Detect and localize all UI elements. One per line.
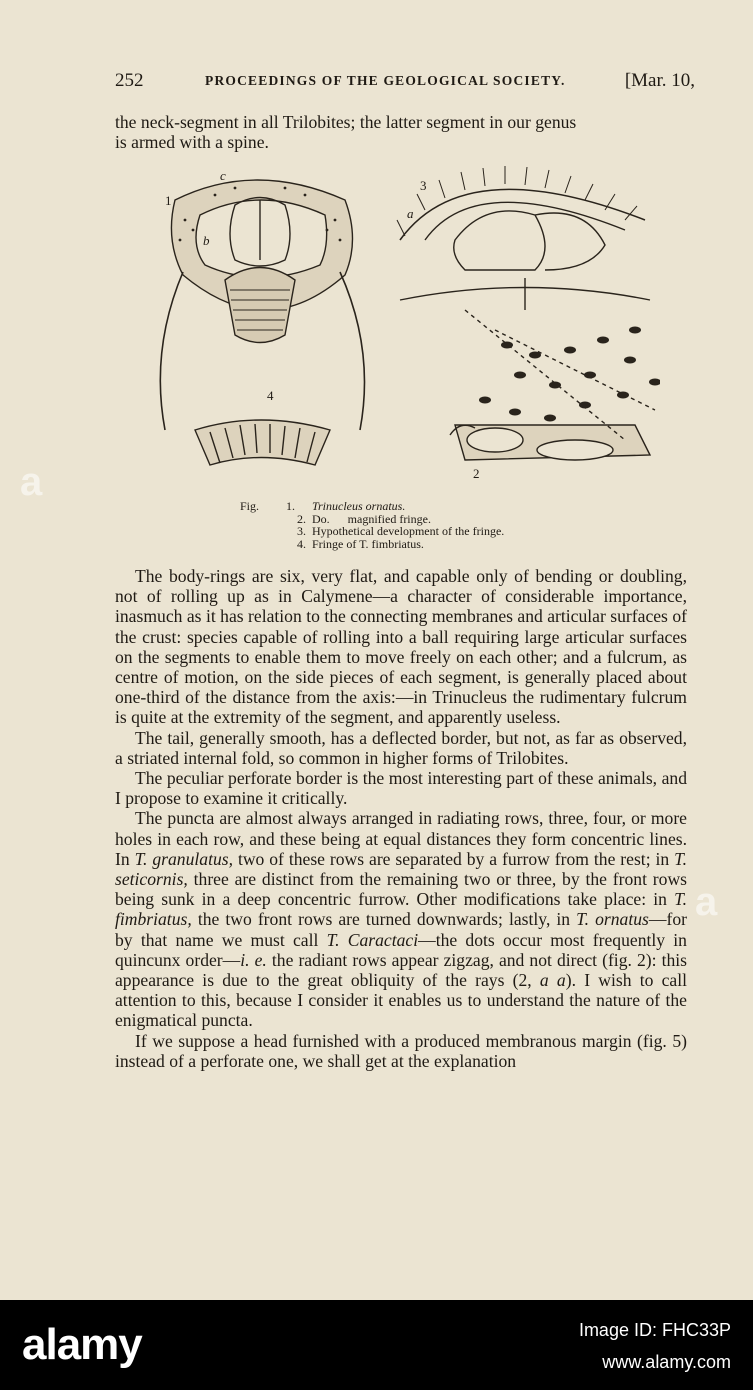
image-id: Image ID: FHC33P: [578, 1320, 731, 1340]
caption-text: Fringe of T. fimbriatus.: [312, 536, 424, 551]
paragraph: The tail, generally smooth, has a deflected border, but not, as far as observed, a striated internal fold, so common in higher forms of Trilobites.: [115, 727, 687, 768]
paragraph: The puncta are almost always arranged in radiating rows, three, four, or more holes in each row, and these being at equal distances they form concentric lines. In T. granulatus, two of these rows are separated by a furrow from the rest; in T. seticornis, three are distinct from the remaining two or three, by the front rows being sunk in a deep concentric furrow. Other modifications take place: in T. fimbriatus, the two front rows are turned downwards; lastly, in T. ornatus—for by that name we must call T. Caractaci—the dots occur most frequently in quincunx order—i. e. the radiant rows appear zigzag, and not direct (fig. 2): this appearance is due to the great obliquity of the rays (2, a a). I wish to call attention to this, because I consider it enables us to understand the nature of the enigmatical puncta.: [115, 808, 687, 1031]
fig-label-3: 3: [420, 178, 427, 193]
fig-label-c: c: [220, 168, 226, 183]
fig-label-4: 4: [267, 388, 274, 403]
fig1-trinucleus-drawing: [160, 180, 364, 430]
running-title: PROCEEDINGS OF THE GEOLOGICAL SOCIETY.: [205, 73, 566, 88]
caption-num: 2.: [297, 511, 306, 526]
watermark-letter: a: [695, 880, 718, 924]
paragraph: The body-rings are six, very flat, and capable only of bending or doubling, not of rolling up as in Calymene—a character of considerable importance, inasmuch as it has relation to the connecting membranes and articular surfaces of the crust: species capable of rolling into a ball requiring large articular surfaces on the segments to enable them to move freely on each other; and a fulcrum, as centre of motion, on the side pieces of each segment, is generally placed about one-third of the distance from the axis:—in Trinucleus the rudimentary fulcrum is quite at the extremity of the segment, and apparently useless.: [115, 566, 687, 728]
caption-text: Do. magnified fringe.: [312, 511, 431, 526]
fig-label-2: 2: [473, 466, 480, 481]
fig2-magnified-fringe-drawing: [450, 310, 660, 460]
intro-text: [115, 112, 687, 152]
fig3-hypothetical-drawing: [397, 166, 650, 310]
caption-prefix: Fig.: [240, 499, 260, 513]
page-header: [115, 70, 695, 96]
intro-line-1: the neck-segment in all Trilobites; the latter segment in our genus: [115, 112, 577, 132]
fig-label-b: b: [203, 233, 210, 248]
header-date: [Mar. 10,: [624, 70, 695, 91]
stock-footer: [0, 1300, 753, 1390]
caption-num: 1.: [286, 499, 295, 513]
page-number: 252: [115, 70, 144, 91]
trilobite-figure: [135, 160, 660, 490]
intro-line-2: is armed with a spine.: [115, 132, 269, 153]
paragraph: The peculiar perforate border is the most interesting part of these animals, and I propose to examine it critically.: [115, 768, 687, 809]
fig-label-1: 1: [165, 193, 172, 208]
alamy-logo[interactable]: alamy: [22, 1320, 142, 1369]
paragraph: If we suppose a head furnished with a produced membranous margin (fig. 5) instead of a perforate one, we shall get at the explanation: [115, 1030, 687, 1071]
caption-num: 4.: [297, 536, 306, 551]
figure-caption: [240, 500, 560, 550]
caption-text: Trinucleus ornatus.: [312, 499, 406, 513]
caption-num: 3.: [297, 524, 306, 539]
caption-text: Hypothetical development of the fringe.: [312, 524, 505, 539]
fig-label-a: a: [407, 206, 414, 221]
fig4-fringe-drawing: [195, 420, 330, 465]
watermark-letter: a: [20, 460, 43, 504]
body-text: [115, 566, 687, 1071]
site-url[interactable]: www.alamy.com: [602, 1352, 731, 1372]
